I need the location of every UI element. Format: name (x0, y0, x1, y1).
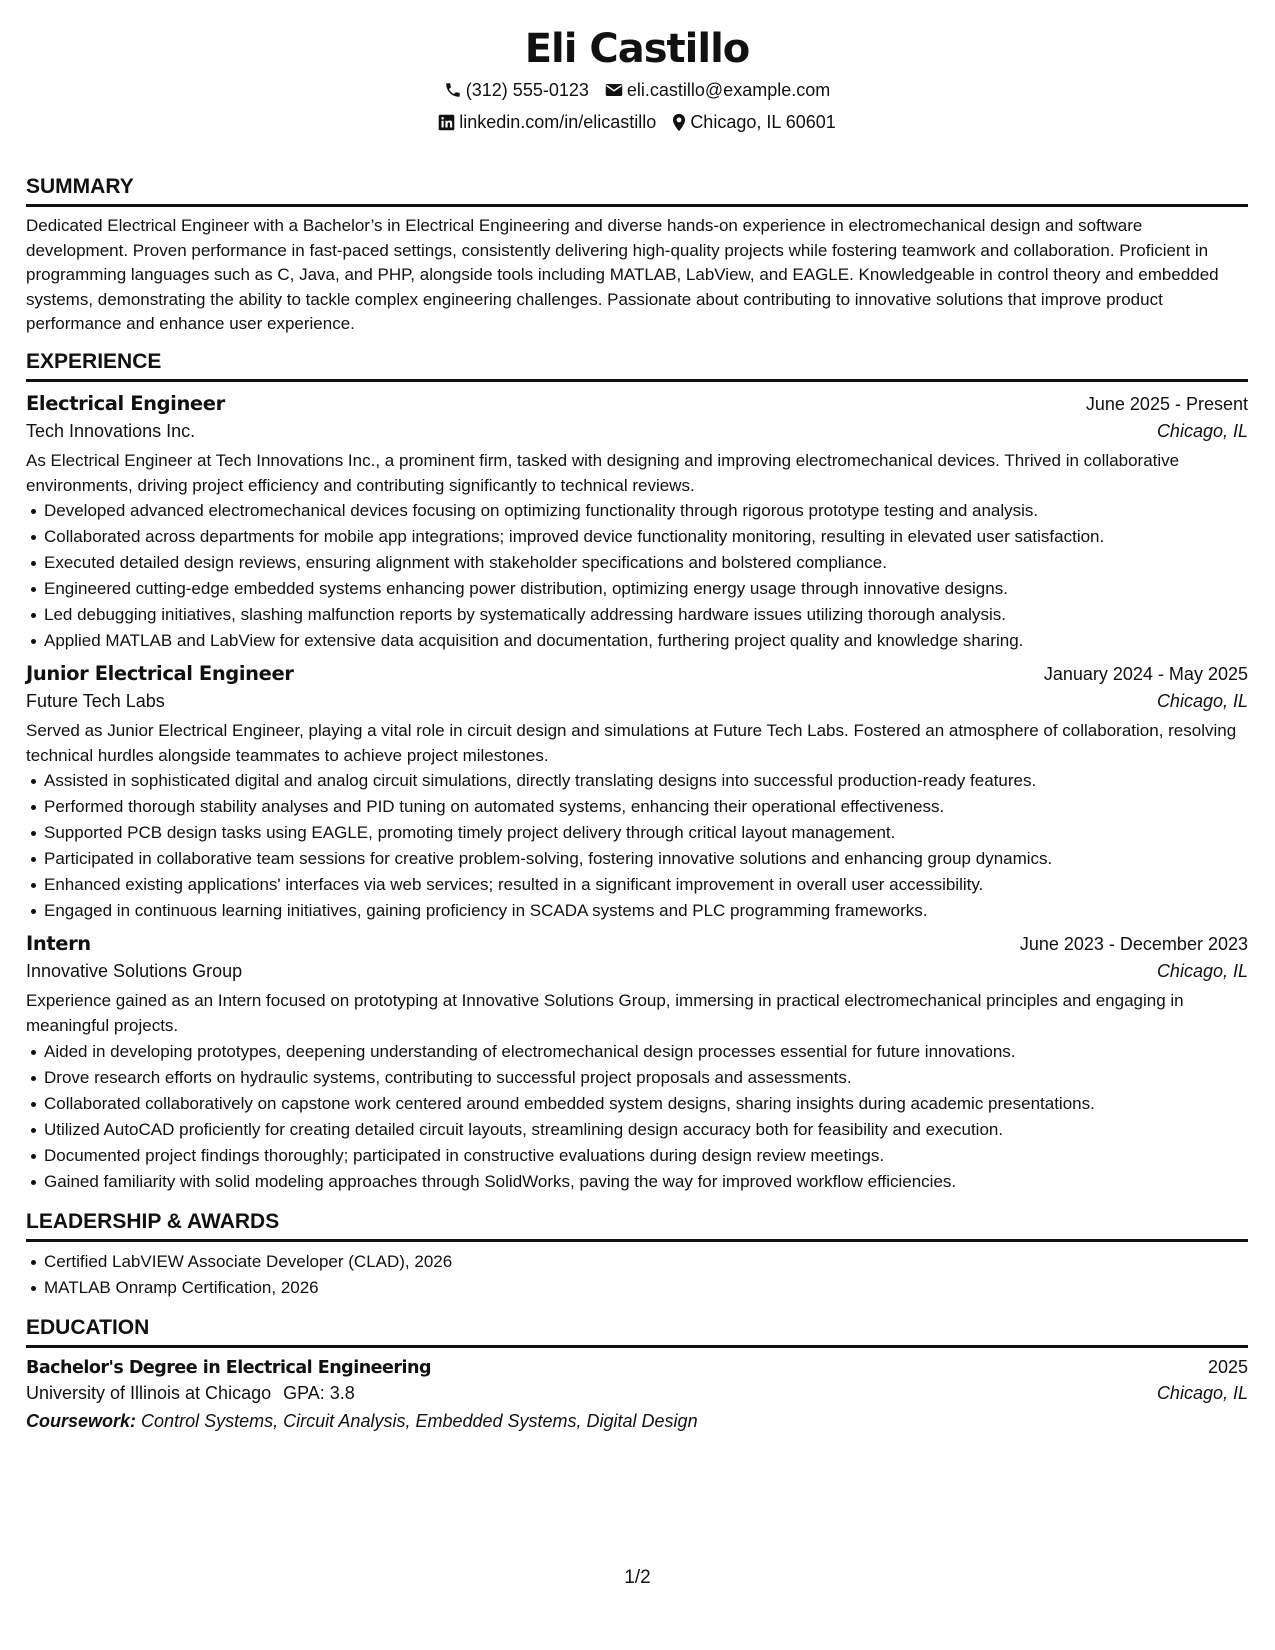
bullet-item: Documented project findings thoroughly; participated in constructive evaluations during design review meetings. (26, 1143, 1248, 1169)
contact-phone (444, 78, 589, 102)
phone-icon (444, 81, 462, 99)
section-divider (26, 379, 1248, 382)
job-company: Tech Innovations Inc. (26, 420, 196, 441)
location-text: Chicago, IL 60601 (690, 112, 836, 132)
resume-page (26, 0, 1248, 1432)
section-divider (26, 1239, 1248, 1242)
bullet-item: Assisted in sophisticated digital and analog circuit simulations, directly translating designs into successful production-ready features. (26, 768, 1248, 794)
bullet-item: Applied MATLAB and LabView for extensive data acquisition and documentation, furthering project quality and knowledge sharing. (26, 628, 1248, 654)
degree-title: Bachelor's Degree in Electrical Engineering (26, 1357, 432, 1378)
job-location: Chicago, IL (1156, 691, 1248, 712)
leadership-section (26, 1209, 1248, 1301)
bullet-item: Led debugging initiatives, slashing malfunction reports by systematically addressing hardware issues utilizing thorough analysis. (26, 602, 1248, 628)
map-pin-icon (672, 113, 686, 132)
job-bullets (26, 498, 1248, 654)
job-location: Chicago, IL (1156, 961, 1248, 982)
experience-section (26, 349, 1248, 1195)
summary-text: Dedicated Electrical Engineer with a Bachelor’s in Electrical Engineering and diverse hands-on experience in electromechanical design and software development. Proven performance in fast-paced settings, consistently delivering high-quality projects while fostering teamwork and collaboration. Proficient in programming languages such as C, Java, and PHP, alongside tools including MATLAB, LabView, and EAGLE. Knowledgeable in control theory and embedded systems, demonstrating the ability to tackle complex engineering challenges. Passionate about contributing to innovative solutions that improve product performance and enhance user experience. (26, 216, 1219, 334)
bullet-item: Engineered cutting-edge embedded systems enhancing power distribution, optimizing energy usage through innovative designs. (26, 576, 1248, 602)
job-location: Chicago, IL (1156, 420, 1248, 441)
contact-linkedin[interactable] (438, 110, 656, 134)
bullet-item: Enhanced existing applications' interfaces via web services; resulted in a significant improvement in overall user accessibility. (26, 872, 1248, 898)
job-bullets (26, 768, 1248, 924)
phone-text: (312) 555-0123 (465, 80, 589, 100)
section-divider (26, 204, 1248, 207)
school-info (26, 1383, 355, 1404)
award-item: Certified LabVIEW Associate Developer (CLAD), 2026 (26, 1249, 1248, 1275)
candidate-name: Eli Castillo (524, 26, 750, 72)
bullet-item: Developed advanced electromechanical devices focusing on optimizing functionality through rigorous prototype testing and analysis. (26, 498, 1248, 524)
contact-row-primary (26, 78, 1248, 102)
contact-email[interactable] (605, 78, 830, 102)
bullet-item: Collaborated across departments for mobile app integrations; improved device functionality monitoring, resulting in elevated user satisfaction. (26, 524, 1248, 550)
job-company: Innovative Solutions Group (26, 961, 243, 982)
contact-row-secondary (26, 110, 1248, 134)
school-location: Chicago, IL (1156, 1382, 1248, 1403)
bullet-item: Engaged in continuous learning initiatives, gaining proficiency in SCADA systems and PLC programming frameworks. (26, 898, 1248, 924)
linkedin-icon (438, 114, 455, 131)
section-title-education: EDUCATION (26, 1315, 150, 1339)
job-entry (26, 662, 1248, 924)
job-description: Experience gained as an Intern focused on prototyping at Innovative Solutions Group, immersing in practical electromechanical principles and engaging in meaningful projects. (26, 991, 1184, 1035)
job-company: Future Tech Labs (26, 691, 165, 712)
job-dates: January 2024 - May 2025 (1043, 664, 1248, 685)
job-entry (26, 392, 1248, 654)
summary-section (26, 174, 1248, 337)
bullet-item: Drove research efforts on hydraulic systems, contributing to successful project proposals and assessments. (26, 1065, 1248, 1091)
education-section (26, 1315, 1248, 1432)
bullet-item: Utilized AutoCAD proficiently for creating detailed circuit layouts, streamlining design accuracy both for feasibility and execution. (26, 1117, 1248, 1143)
job-title: Intern (26, 932, 91, 956)
job-dates: June 2025 - Present (1085, 393, 1248, 414)
section-title-leadership: LEADERSHIP & AWARDS (26, 1209, 280, 1233)
school-name: University of Illinois at Chicago (26, 1382, 272, 1403)
job-description: As Electrical Engineer at Tech Innovations Inc., a prominent firm, tasked with designing and improving electromechanical devices. Thrived in collaborative environments, driving project efficiency and contributing significantly to technical reviews. (26, 450, 1180, 495)
job-bullets (26, 1039, 1248, 1195)
section-title-summary: SUMMARY (26, 175, 134, 198)
job-title: Junior Electrical Engineer (26, 662, 294, 686)
job-entry (26, 932, 1248, 1194)
contact-location (672, 110, 835, 134)
award-list (26, 1249, 1248, 1301)
coursework-label: Coursework: (26, 1410, 137, 1431)
bullet-item: Gained familiarity with solid modeling approaches through SolidWorks, paving the way for improved workflow efficiencies. (26, 1169, 1248, 1195)
page-number: 1/2 (624, 1567, 651, 1588)
bullet-item: Participated in collaborative team sessions for creative problem-solving, fostering innovative solutions and enhancing group dynamics. (26, 846, 1248, 872)
award-item: MATLAB Onramp Certification, 2026 (26, 1275, 1248, 1301)
graduation-year: 2025 (1207, 1356, 1248, 1377)
section-divider (26, 1345, 1248, 1348)
email-link[interactable]: eli.castillo@example.com (626, 80, 831, 100)
job-title: Electrical Engineer (26, 391, 225, 415)
coursework (26, 1411, 1248, 1432)
gpa: GPA: 3.8 (283, 1382, 355, 1403)
bullet-item: Aided in developing prototypes, deepening understanding of electromechanical design processes essential for future innovations. (26, 1039, 1248, 1065)
bullet-item: Collaborated collaboratively on capstone work centered around embedded system designs, sharing insights during academic presentations. (26, 1091, 1248, 1117)
bullet-item: Executed detailed design reviews, ensuring alignment with stakeholder specifications and bolstered compliance. (26, 550, 1248, 576)
job-dates: June 2023 - December 2023 (1019, 934, 1248, 955)
linkedin-link[interactable]: linkedin.com/in/elicastillo (459, 112, 657, 132)
bullet-item: Performed thorough stability analyses and PID tuning on automated systems, enhancing their operational effectiveness. (26, 794, 1248, 820)
bullet-item: Supported PCB design tasks using EAGLE, promoting timely project delivery through critical layout management. (26, 820, 1248, 846)
section-title-experience: EXPERIENCE (26, 349, 162, 373)
coursework-list: Control Systems, Circuit Analysis, Embedded Systems, Digital Design (141, 1410, 698, 1431)
job-description: Served as Junior Electrical Engineer, playing a vital role in circuit design and simulations at Future Tech Labs. Fostered an atmosphere of collaboration, resolving technical hurdles alongside teammates to achieve project milestones. (26, 721, 1237, 765)
envelope-icon (605, 82, 623, 98)
